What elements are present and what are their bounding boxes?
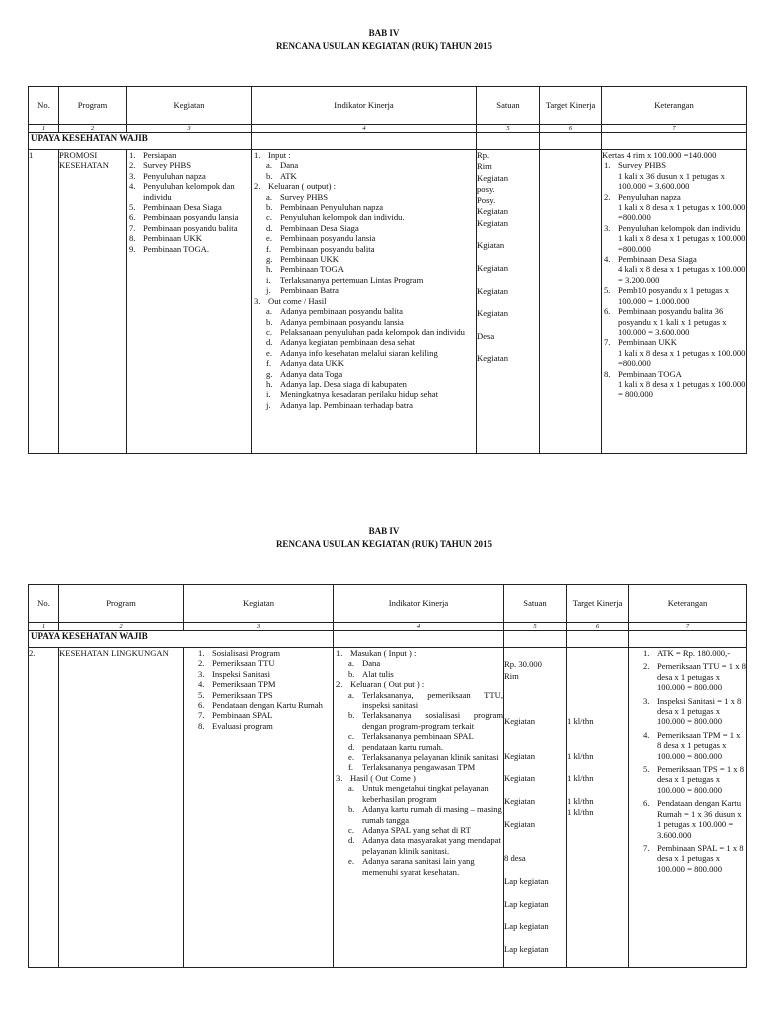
satuan-value: Kegiatan [477, 172, 509, 183]
keterangan-item: 4. Pemeriksaan TPM = 1 x 8 desa x 1 petugas x 100.000 = 800.000 [643, 729, 741, 761]
satuan-value [477, 229, 539, 240]
satuan-column [477, 150, 540, 454]
satuan-value [504, 807, 566, 818]
indikator-item: b. Pembinaan Penyuluhan napza [266, 202, 384, 213]
indikator-item: d. Adanya kegiatan pembinaan desa sehat [266, 337, 416, 348]
ruk-table-1 [28, 86, 747, 454]
satuan-value: Rim [477, 161, 492, 172]
header-program: Program [59, 585, 184, 623]
kegiatan-list [127, 150, 251, 254]
satuan-value [504, 648, 566, 659]
indikator-item: b. ATK [266, 170, 297, 181]
satuan-value: Rp. [477, 150, 490, 160]
keterangan-item: 7. Pembinaan SPAL = 1 x 8 desa x 1 petugas x 100.000 = 800.000 [643, 842, 744, 874]
satuan-value: Kegiatan [477, 262, 509, 273]
col-number: 1 [29, 623, 59, 631]
satuan-value: Kegiatan [504, 818, 536, 829]
satuan-value: Kegiatan [504, 773, 536, 784]
indikator-item: a. Untuk mengetahui tingkat pelayanan keberhasilan program [348, 783, 489, 804]
col-number: 4 [252, 125, 477, 133]
indikator-heading: Keluaran ( Out put ) : [350, 679, 425, 690]
kegiatan-item: 5. Pembinaan Desa Siaga [129, 202, 222, 213]
satuan-value: Posy. [477, 195, 496, 206]
satuan-value: Kegiatan [477, 285, 509, 296]
indikator-item: i. Terlaksananya pertemuan Lintas Program [266, 274, 424, 285]
indikator-item: f. Terlaksananya pengawasan TPM [348, 762, 476, 773]
col-number: 4 [334, 623, 504, 631]
indikator-output-list [334, 690, 503, 773]
satuan-value: Lap kegiatan [504, 944, 549, 955]
kegiatan-item: 9. Pembinaan TOGA. [129, 243, 210, 254]
satuan-column [504, 648, 567, 968]
indikator-heading: Hasil ( Out Come ) [350, 772, 416, 783]
indikator-item: c. Terlaksananya pembinaan SPAL [348, 731, 474, 742]
indikator-item: a. Survey PHBS [266, 191, 328, 202]
page2-subtitle: RENCANA USULAN KEGIATAN (RUK) TAHUN 2015 [275, 539, 493, 549]
keterangan-detail: 1 kali x 8 desa x 1 petugas x 100.000 =800.000 [618, 202, 746, 223]
ruk-table-2 [28, 584, 747, 968]
kegiatan-item: 2. Survey PHBS [129, 160, 191, 171]
satuan-value [504, 887, 566, 898]
keterangan-item: 6. Pembinaan posyandu balita 36 posyandu x 1 kali x 1 petugas x 100.000 = 3.600.000 [604, 306, 727, 337]
satuan-value: Lap kegiatan [504, 921, 549, 932]
target-value [567, 682, 628, 693]
indikator-output-list [252, 192, 476, 296]
keterangan-item: 8. Pembinaan TOGA 1 kali x 8 desa x 1 petugas x 100.000 = 800.000 [604, 368, 746, 400]
indikator-item: b. Terlaksananya sosialisasi program dengan program-program terkait [348, 710, 503, 731]
satuan-value: Lap kegiatan [504, 898, 549, 909]
section-row [29, 631, 747, 648]
target-value [567, 694, 628, 705]
target-value: 1 kl/thn [567, 796, 594, 807]
indikator-item: i. Meningkatnya kesadaran perilaku hidup sehat [266, 389, 438, 400]
satuan-value [504, 842, 566, 853]
target-value: 1 kl/thn [567, 750, 594, 761]
header-target: Target Kinerja [567, 585, 629, 623]
indikator-item: h. Adanya lap. Desa siaga di kabupaten [266, 378, 407, 389]
satuan-value [504, 694, 566, 705]
satuan-value: Kegiatan [477, 353, 509, 364]
indikator-item: c. Pelaksanaan penyuluhan pada kelompok dan individu [266, 326, 465, 337]
indikator-heading: Masukan ( Input ) : [350, 648, 417, 658]
kegiatan-item: 7. Pembinaan SPAL [198, 710, 273, 721]
satuan-value [504, 682, 566, 693]
target-column [540, 150, 602, 454]
program-name: PROMOSI KESEHATAN [59, 150, 109, 171]
satuan-value [504, 739, 566, 750]
satuan-value [504, 785, 566, 796]
satuan-value: Kegiatan [477, 308, 509, 319]
col-number: 2 [59, 623, 184, 631]
satuan-value: Desa [477, 330, 495, 341]
keterangan-item: 6. Pendataan dengan Kartu Rumah = 1 x 36 dusun x 1 petugas x 100.000 = 3.600.000 [643, 798, 742, 840]
header-target: Target Kinerja [540, 87, 602, 125]
indikator-list: 1. Input : [254, 150, 291, 160]
target-value [567, 762, 628, 773]
header-kegiatan: Kegiatan [127, 87, 252, 125]
satuan-value [477, 297, 539, 308]
satuan-value [504, 728, 566, 739]
target-value: 1 kl/thn [567, 807, 594, 818]
section-row [29, 133, 747, 150]
target-value [567, 659, 628, 670]
indikator-item: h. Pembinaan TOGA [266, 264, 344, 275]
indikator-item: b. Adanya kartu rumah di masing – masing rumah tangga [348, 804, 502, 825]
indikator-item: c. Adanya SPAL yang sehat di RT [348, 824, 471, 835]
kegiatan-item: 6. Pembinaan posyandu lansia [129, 212, 239, 223]
keterangan-item: 3. Penyuluhan kelompok dan individu 1 kali x 8 desa x 1 petugas x 100.000 =800.000 [604, 222, 746, 254]
table-header-row [29, 87, 747, 125]
keterangan-detail: 1 kali x 8 desa x 1 petugas x 100.000 =800.000 [618, 347, 746, 369]
table-header-row [29, 585, 747, 623]
header-satuan: Satuan [477, 87, 540, 125]
indikator-item: g. Pembinaan UKK [266, 254, 339, 265]
row-number: 2. [29, 648, 36, 658]
indikator-heading: Keluaran ( output) : [268, 181, 337, 192]
col-number: 7 [602, 125, 747, 133]
target-value: 1 kl/thn [567, 716, 594, 727]
satuan-value: Kegiatan [477, 206, 509, 217]
target-value [567, 739, 628, 750]
satuan-value [504, 705, 566, 716]
header-indikator: Indikator Kinerja [252, 87, 477, 125]
indikator-item: d. Adanya data masyarakat yang mendapat pelayanan klinik sanitasi. [348, 835, 501, 856]
keterangan-detail: 1 kali x 36 dusun x 1 petugas x 100.000 = 3.600.000 [618, 170, 725, 192]
header-kegiatan: Kegiatan [184, 585, 334, 623]
keterangan-detail: 1 kali x 8 desa x 1 petugas x 100.000 = 800.000 [618, 378, 746, 400]
target-value: 1 kl/thn [567, 773, 594, 784]
kegiatan-item: 4. Pemeriksaan TPM [198, 679, 276, 690]
indikator-outcome-list [252, 306, 476, 410]
indikator-item: a. Dana [266, 160, 299, 171]
kegiatan-item: 3. Inspeksi Sanitasi [198, 668, 271, 679]
kegiatan-list [196, 648, 333, 731]
satuan-value: Kgiatan [477, 240, 505, 251]
indikator-item: j. Pembinaan Batra [266, 285, 339, 296]
section-label: UPAYA KESEHATAN WAJIB [29, 631, 334, 648]
keterangan-item: 5. Pemb10 posyandu x 1 petugas x 100.000 = 1.000.000 [604, 285, 729, 306]
keterangan-detail: 4 kali x 8 desa x 1 petugas x 100.000 = 3.200.000 [618, 264, 746, 285]
satuan-value: Kegiatan [477, 217, 509, 228]
indikator-item: e. Pembinaan posyandu lansia [266, 233, 376, 244]
target-value [567, 785, 628, 796]
target-value [567, 705, 628, 716]
keterangan-item: 2. Penyuluhan napza 1 kali x 8 desa x 1 petugas x 100.000 =800.000 [604, 191, 746, 223]
page1-subtitle: RENCANA USULAN KEGIATAN (RUK) TAHUN 2015 [275, 41, 493, 51]
indikator-item: g. Adanya data Toga [266, 368, 343, 379]
satuan-value [504, 864, 566, 875]
column-number-row [29, 623, 747, 631]
col-number: 1 [29, 125, 59, 133]
col-number: 3 [127, 125, 252, 133]
program-name: KESEHATAN LINGKUNGAN [59, 648, 169, 658]
keterangan-item: 7. Pembinaan UKK 1 kali x 8 desa x 1 petugas x 100.000 =800.000 [604, 337, 746, 369]
table-row: 2. KESEHATAN LINGKUNGAN 1. Sosialisasi Program 2. Pemeriksaan TTU 3. Inspeksi Sanitasi 4. Pemeriksaan TPM 5. Pemeriksaan TPS 6. Pendataan dengan Kartu Rumah 7. Pembinaan SPAL 8. Evaluasi program 1. Masukan ( Input ) : a. Dana b. Alat tulis 2. Keluaran ( Out put ) : a. Terlaksananya, pemeriksaan TTU, inspeksi sanitasi b. Terlaksananya sosialisasi program dengan program-program terkait c. Terlaksananya pembinaan SPAL d. pendataan kartu rumah. e. Terlaksananya pelayanan klinik sanitasi f. Terlaksananya pengawasan TPM 3. Hasil ( Out Come ) a. Untuk mengetahui tingkat pelayanan keberhasilan program b. Adanya kartu rumah di masing – masing rumah tangga c. Adanya SPAL yang sehat di RT d. Adanya data masyarakat yang mendapat pelayanan klinik sanitasi. e. Adanya sarana sanitasi lain yang memenuhi syarat kesehatan. Rp. 30.000 Rim Kegiatan Kegiatan Kegiatan Kegiatan Kegiatan 8 desa Lap kegiatan Lap kegiatan Lap kegiatan Lap kegiatan 1 kl/thn 1 kl/thn 1 kl/thn 1 kl/thn 1 kl/thn 1. ATK = Rp. 180.000,- 2. Pemeriksaan TTU = 1 x 8 desa x 1 petugas x 100.000 = 800.000 3. Inspeksi Sanitasi = 1 x 8 desa x 1 petugas x 100.000 = 800.000 4. Pemeriksaan TPM = 1 x 8 desa x 1 petugas x 100.000 = 800.000 5. Pemeriksaan TPS = 1 x 8 desa x 1 petugas x 100.000 = 800.000 6. Pendataan dengan Kartu Rumah = 1 x 36 dusun x 1 petugas x 100.000 = 3.600.000 7. Pembinaan SPAL = 1 x 8 desa x 1 petugas x 100.000 = 800.000 [29, 648, 747, 968]
row-number: 1 [29, 150, 34, 160]
indikator-item: b. Adanya pembinaan posyandu lansia [266, 316, 404, 327]
keterangan-item: 3. Inspeksi Sanitasi = 1 x 8 desa x 1 petugas x 100.000 = 800.000 [643, 695, 742, 727]
keterangan-item: 1. ATK = Rp. 180.000,- [643, 648, 731, 658]
indikator-item: b. Alat tulis [348, 668, 394, 679]
satuan-value: Kegiatan [504, 750, 536, 761]
indikator-item: j. Adanya lap. Pembinaan terhadap batra [266, 399, 413, 410]
page1-title: BAB IV [368, 28, 400, 38]
kegiatan-item: 8. Pembinaan UKK [129, 233, 202, 244]
indikator-item: e. Terlaksananya pelayanan klinik sanitasi [348, 752, 499, 763]
section-label: UPAYA KESEHATAN WAJIB [29, 133, 252, 150]
col-number: 7 [629, 623, 747, 631]
kegiatan-item: 1. Sosialisasi Program [198, 648, 281, 658]
satuan-value: Rp. 30.000 [504, 659, 542, 670]
keterangan-item: 1. Survey PHBS 1 kali x 36 dusun x 1 petugas x 100.000 = 3.600.000 [602, 160, 746, 191]
satuan-value [504, 762, 566, 773]
indikator-item: e. Adanya info kesehatan melalui siaran keliling [266, 347, 438, 358]
header-no: No. [29, 87, 59, 125]
target-value [567, 671, 628, 682]
satuan-value: Kegiatan [504, 796, 536, 807]
target-value [567, 648, 628, 659]
column-number-row [29, 125, 747, 133]
col-number: 6 [567, 623, 629, 631]
satuan-value [504, 830, 566, 841]
header-keterangan: Keterangan [629, 585, 747, 623]
header-indikator: Indikator Kinerja [334, 585, 504, 623]
header-keterangan: Keterangan [602, 87, 747, 125]
indikator-input-list [334, 658, 503, 679]
satuan-value [477, 252, 539, 263]
table-row: 1 PROMOSI KESEHATAN 1. Persiapan 2. Survey PHBS 3. Penyuluhan napza 4. Penyuluhan kelompok dan individu 5. Pembinaan Desa Siaga 6. Pembinaan posyandu lansia 7. Pembinaan posyandu balita 8. Pembinaan UKK 9. Pembinaan TOGA. 1. Input : a. Dana b. ATK 2. Keluaran ( output) : a. Survey PHBS b. Pembinaan Penyuluhan napza c. Penyuluhan kelompok dan individu. d. Pembinaan Desa Siaga e. Pembinaan posyandu lansia f. Pembinaan posyandu balita g. Pembinaan UKK h. Pembinaan TOGA i. Terlaksananya pertemuan Lintas Program j. Pembinaan Batra 3. Out come / Hasil a. Adanya pembinaan posyandu balita b. Adanya pembinaan posyandu lansia c. Pelaksanaan penyuluhan pada kelompok dan individu d. Adanya kegiatan pembinaan desa sehat e. Adanya info kesehatan melalui siaran keliling f. Adanya data UKK g. Adanya data Toga h. Adanya lap. Desa siaga di kabupaten i. Meningkatnya kesadaran perilaku hidup sehat j. Adanya lap. Pembinaan terhadap batra Rp. Rim Kegiatan posy. Posy. Kegiatan Kegiatan Kgiatan Kegiatan Kegiatan Kegiatan Desa Kegiatan Kertas 4 rim x 100.000 =140.000 1. Survey PHBS 1 kali x 36 dusun x 1 petugas x 100.000 = 3.600.000 2. Penyuluhan napza 1 kali x 8 desa x 1 petugas x 100.000 =800.000 3. Penyuluhan kelompok dan individu 1 kali x 8 desa x 1 petugas x 100.000 =800.000 4. Pembinaan Desa Siaga 4 kali x 8 desa x 1 petugas x 100.000 = 3.200.000 5. Pemb10 posyandu x 1 petugas x 100.000 = 1.000.000 6. Pembinaan posyandu balita 36 posyandu x 1 kali x 1 petugas x 100.000 = 3.600.000 7. Pembinaan UKK 1 kali x 8 desa x 1 petugas x 100.000 =800.000 8. Pembinaan TOGA 1 kali x 8 desa x 1 petugas x 100.000 = 800.000 [29, 150, 747, 454]
satuan-value: 8 desa [504, 853, 526, 864]
keterangan-item: 4. Pembinaan Desa Siaga 4 kali x 8 desa x 1 petugas x 100.000 = 3.200.000 [604, 254, 746, 285]
col-number: 5 [477, 125, 540, 133]
satuan-value [477, 274, 539, 285]
col-number: 5 [504, 623, 567, 631]
kegiatan-item: 1. Persiapan [129, 150, 177, 160]
header-satuan: Satuan [504, 585, 567, 623]
satuan-value: Rim [504, 670, 519, 681]
satuan-value [504, 910, 566, 921]
indikator-item: f. Adanya data UKK [266, 358, 344, 369]
kegiatan-item: 4. Penyuluhan kelompok dan individu [129, 181, 235, 202]
satuan-value [504, 933, 566, 944]
header-program: Program [59, 87, 127, 125]
kegiatan-item: 2. Pemeriksaan TTU [198, 658, 275, 669]
satuan-value [477, 342, 539, 353]
indikator-heading: Out come / Hasil [268, 295, 327, 306]
page2-title: BAB IV [368, 526, 400, 536]
target-value [567, 728, 628, 739]
header-no: No. [29, 585, 59, 623]
indikator-heading: Input : [268, 150, 291, 160]
satuan-value [477, 319, 539, 330]
indikator-item: d. Pembinaan Desa Siaga [266, 222, 359, 233]
keterangan-list [641, 648, 746, 874]
kegiatan-item: 7. Pembinaan posyandu balita [129, 222, 238, 233]
col-number: 2 [59, 125, 127, 133]
kegiatan-item: 8. Evaluasi program [198, 720, 273, 731]
satuan-value: Kegiatan [504, 716, 536, 727]
indikator-item: c. Penyuluhan kelompok dan individu. [266, 212, 405, 223]
keterangan-item: 5. Pemeriksaan TPS = 1 x 8 desa x 1 petugas x 100.000 = 800.000 [643, 764, 745, 795]
kegiatan-item: 5. Pemeriksaan TPS [198, 689, 273, 700]
satuan-value: Lap kegiatan [504, 875, 549, 886]
keterangan-list [602, 160, 746, 399]
indikator-item: a. Dana [348, 658, 381, 669]
satuan-value: posy. [477, 183, 495, 194]
target-column [567, 648, 629, 968]
keterangan-item: 2. Pemeriksaan TTU = 1 x 8 desa x 1 petugas x 100.000 = 800.000 [643, 661, 746, 693]
keterangan-intro: Kertas 4 rim x 100.000 =140.000 [602, 150, 717, 160]
kegiatan-item: 3. Penyuluhan napza [129, 170, 206, 181]
col-number: 6 [540, 125, 602, 133]
indikator-item: f. Pembinaan posyandu balita [266, 243, 375, 254]
indikator-item: a. Terlaksananya, pemeriksaan TTU, inspeksi sanitasi [348, 689, 503, 711]
kegiatan-item: 6. Pendataan dengan Kartu Rumah [198, 700, 323, 711]
indikator-item: e. Adanya sarana sanitasi lain yang memenuhi syarat kesehatan. [348, 856, 475, 877]
indikator-input-list [252, 160, 476, 181]
indikator-item: d. pendataan kartu rumah. [348, 741, 443, 752]
col-number: 3 [184, 623, 334, 631]
indikator-outcome-list [334, 783, 503, 877]
indikator-item: a. Adanya pembinaan posyandu balita [266, 306, 403, 317]
